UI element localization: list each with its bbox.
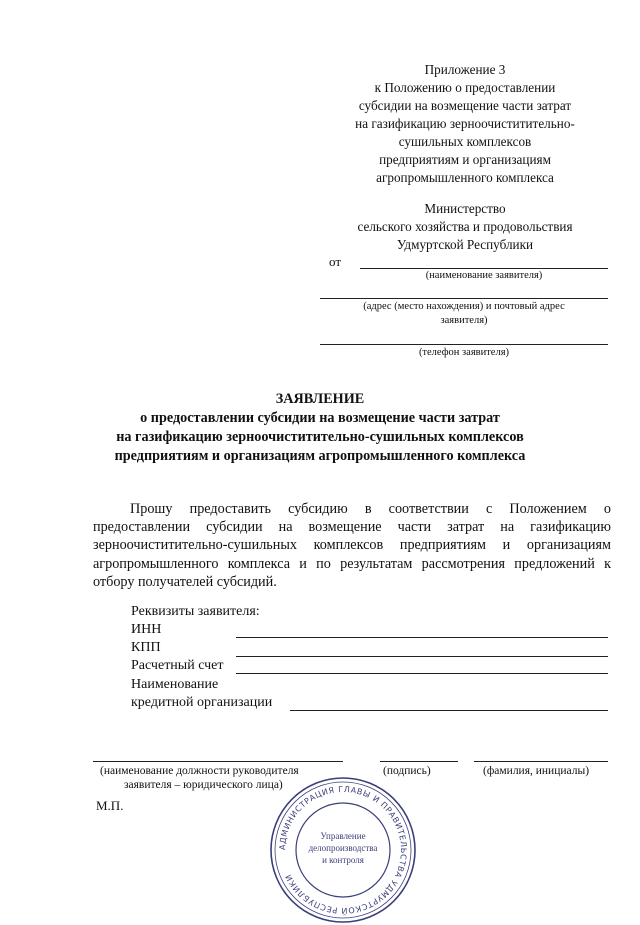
appendix-line: сушильных комплексов [398,134,532,149]
appendix-line: Приложение 3 [424,62,506,77]
appendix-line: на газификацию зерноочиститительно- [355,116,575,131]
appendix-line: агропромышленного комплекса [376,170,554,185]
official-seal-icon [268,775,418,925]
kpp-field[interactable] [236,656,608,657]
addressee-block [300,200,630,254]
addressee-line: сельского хозяйства и продовольствия [357,219,573,234]
requisites-heading: Реквизиты заявителя: [131,604,260,619]
inn-label: ИНН [131,622,162,637]
signature-line[interactable] [380,761,458,762]
inn-field[interactable] [236,637,608,638]
address-hint-1: (адрес (место нахождения) и почтовый адрес [363,301,565,312]
address-line[interactable] [320,298,608,299]
position-line[interactable] [93,761,343,762]
seal-inner-line: делопроизводства [308,843,378,853]
address-hint-2: заявителя) [440,315,488,326]
account-label: Расчетный счет [131,658,224,673]
appendix-header [300,61,630,187]
name-hint: (фамилия, инициалы) [483,765,590,777]
full-name-line[interactable] [474,761,608,762]
seal-inner-line: и контроля [322,855,364,865]
kpp-label: КПП [131,640,161,655]
position-hint-1: (наименование должности руководителя [100,765,299,777]
title-line: на газификацию зерноочиститительно-сушильных комплексов [116,429,524,445]
appendix-line: предприятиям и организациям [379,152,551,167]
request-paragraph: Прошу предоставить субсидию в соответствии с Положением о предоставлении субсидии на возмещение части затрат на газификацию зерноочиститительно-сушильных комплексов предприятиям и организациям агропромышленного комплекса и по результатам рассмотрения предложений к отбору получателей субсидий. [93,501,611,590]
stamp-place-label: М.П. [96,798,124,813]
position-hint-2: заявителя – юридического лица) [124,779,283,791]
title-line: о предоставлении субсидии на возмещение части затрат [140,410,500,426]
addressee-line: Удмуртской Республики [396,237,534,252]
bank-label-1: Наименование [131,677,219,692]
bank-label-2: кредитной организации [131,695,273,710]
addressee-line: Министерство [424,201,506,216]
title-heading: ЗАЯВЛЕНИЕ [275,391,365,407]
account-field[interactable] [236,673,608,674]
signature-hint: (подпись) [383,765,431,777]
from-label: от [329,254,342,269]
phone-line[interactable] [320,344,608,345]
appendix-line: к Положению о предоставлении [374,80,556,95]
appendix-line: субсидии на возмещение части затрат [358,98,572,113]
seal-inner-line: Управление [320,831,366,841]
document-title [20,390,620,466]
title-line: предприятиям и организациям агропромышленного комплекса [114,448,526,464]
seal-outer-text: АДМИНИСТРАЦИЯ ГЛАВЫ И ПРАВИТЕЛЬСТВА УДМУРТСКОЙ РЕСПУБЛИКИ [277,784,409,916]
phone-hint: (телефон заявителя) [418,347,510,358]
applicant-name-hint: (наименование заявителя) [425,270,543,281]
bank-field[interactable] [290,710,608,711]
